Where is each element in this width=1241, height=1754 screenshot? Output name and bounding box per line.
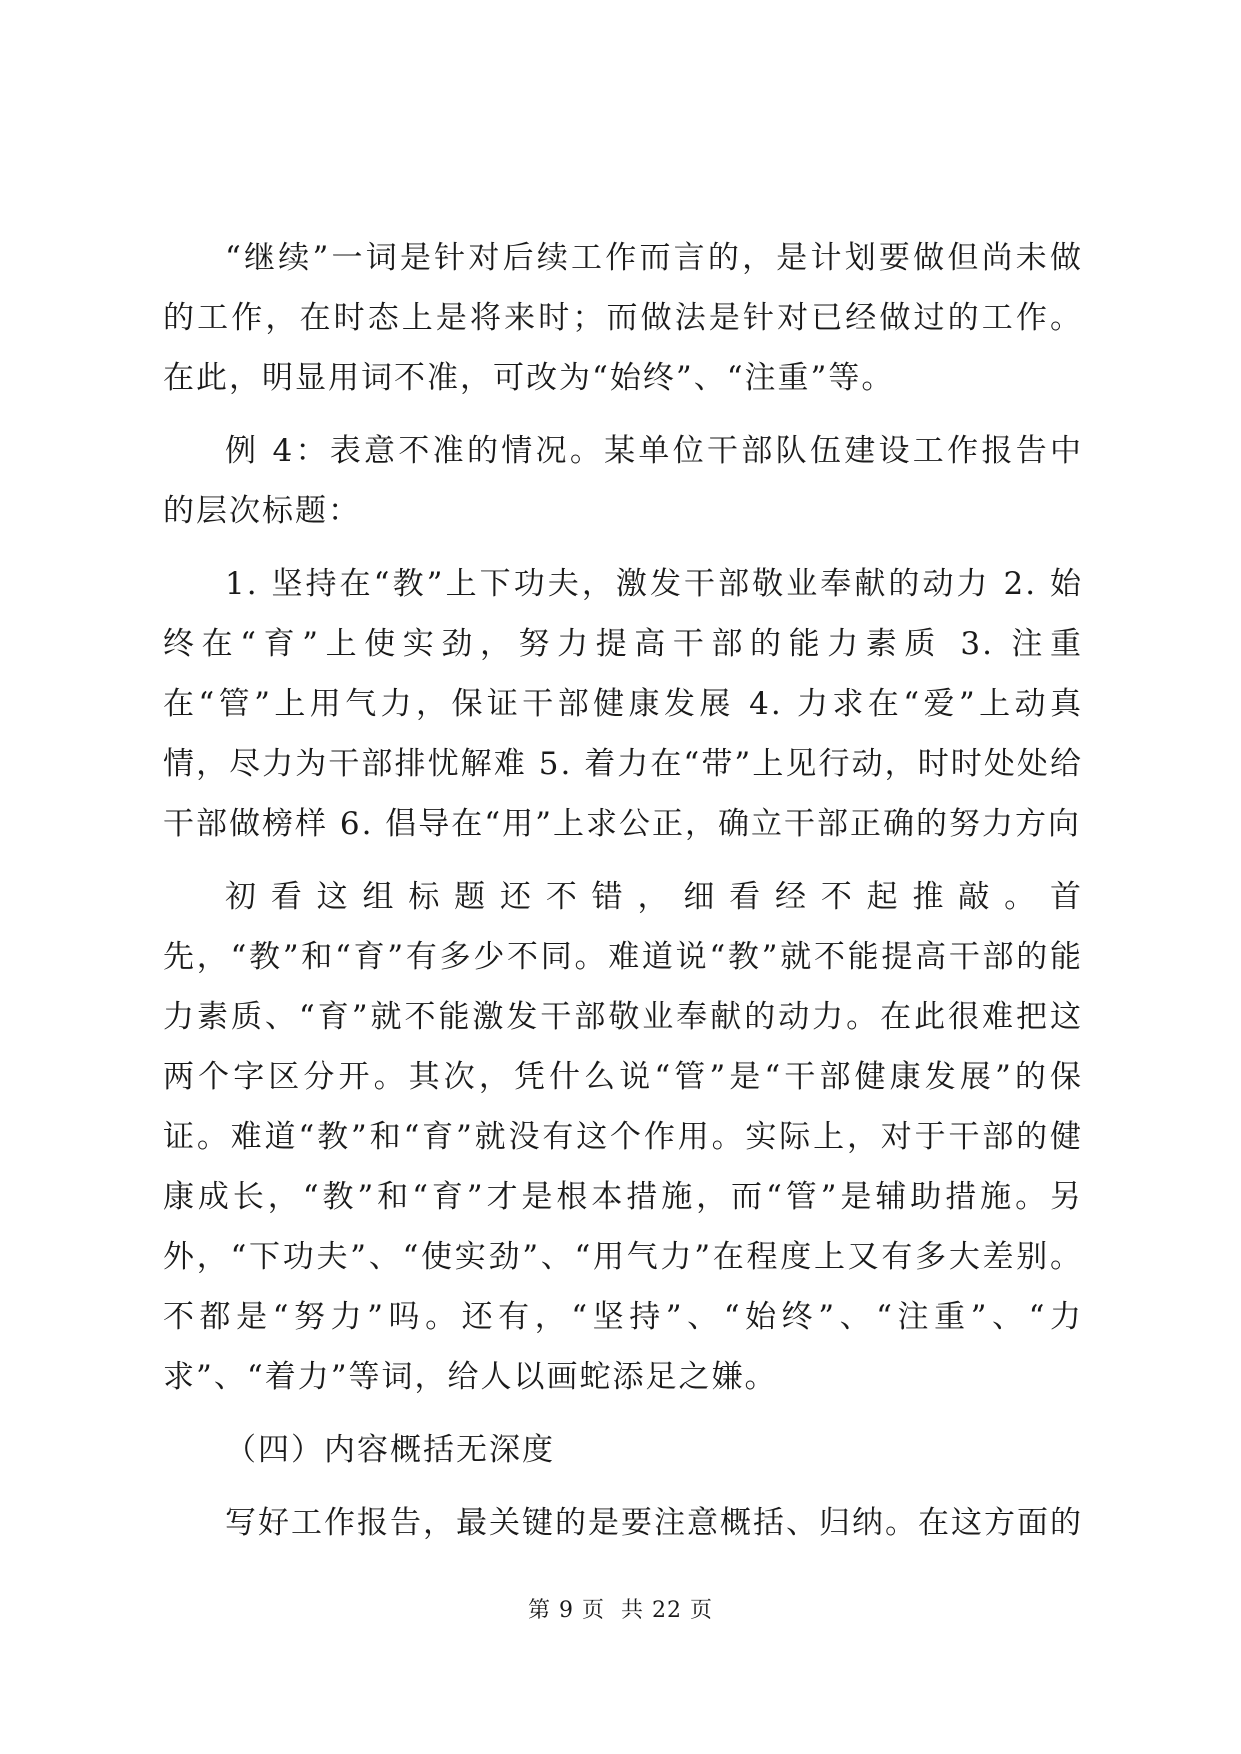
paragraph-analysis: 初看这组标题还不错，细看经不起推敲。首先，“教”和“育”有多少不同。难道说“教”就不能提高干部的能力素质、“育”就不能激发干部敬业奉献的动力。在此很难把这两个字区分开。其次，凭什么说“管”是“干部健康发展”的保证。难道“教”和“育”就没有这个作用。实际上，对于干部的健康成长，“教”和“育”才是根本措施，而“管”是辅助措施。另外，“下功夫”、“使实劲”、“用气力”在程度上又有多大差别。不都是“努力”吗。还有，“坚持”、“始终”、“注重”、“力求”、“着力”等词，给人以画蛇添足之嫌。 (163, 879, 1083, 1395)
paragraph-continue-wording: “继续”一词是针对后续工作而言的，是计划要做但尚未做的工作，在时态上是将来时；而做法是针对已经做过的工作。在此，明显用词不准，可改为“始终”、“注重”等。 (163, 240, 1083, 396)
section-heading: （四）内容概括无深度 (225, 1432, 555, 1468)
page-number: 第 9 页 (528, 1598, 605, 1623)
paragraph-closing: 写好工作报告，最关键的是要注意概括、归纳。在这方面的 (225, 1505, 1083, 1541)
paragraph-heading-list: 1. 坚持在“教”上下功夫，激发干部敬业奉献的动力 2. 始终在“育”上使实劲，努力提高干部的能力素质 3. 注重在“管”上用气力，保证干部健康发展 4. 力求在“爱”上动真情，尽力为干部排忧解难 5. 着力在“带”上见行动，时时处处给干部做榜样 6. 倡导在“用”上求公正，确立干部正确的努力方向 (163, 566, 1083, 842)
total-pages: 共 22 页 (621, 1598, 713, 1623)
page-footer (0, 1593, 1241, 1624)
document-body (163, 228, 1083, 1566)
paragraph-example-4: 例 4：表意不准的情况。某单位干部队伍建设工作报告中的层次标题： (163, 433, 1083, 529)
